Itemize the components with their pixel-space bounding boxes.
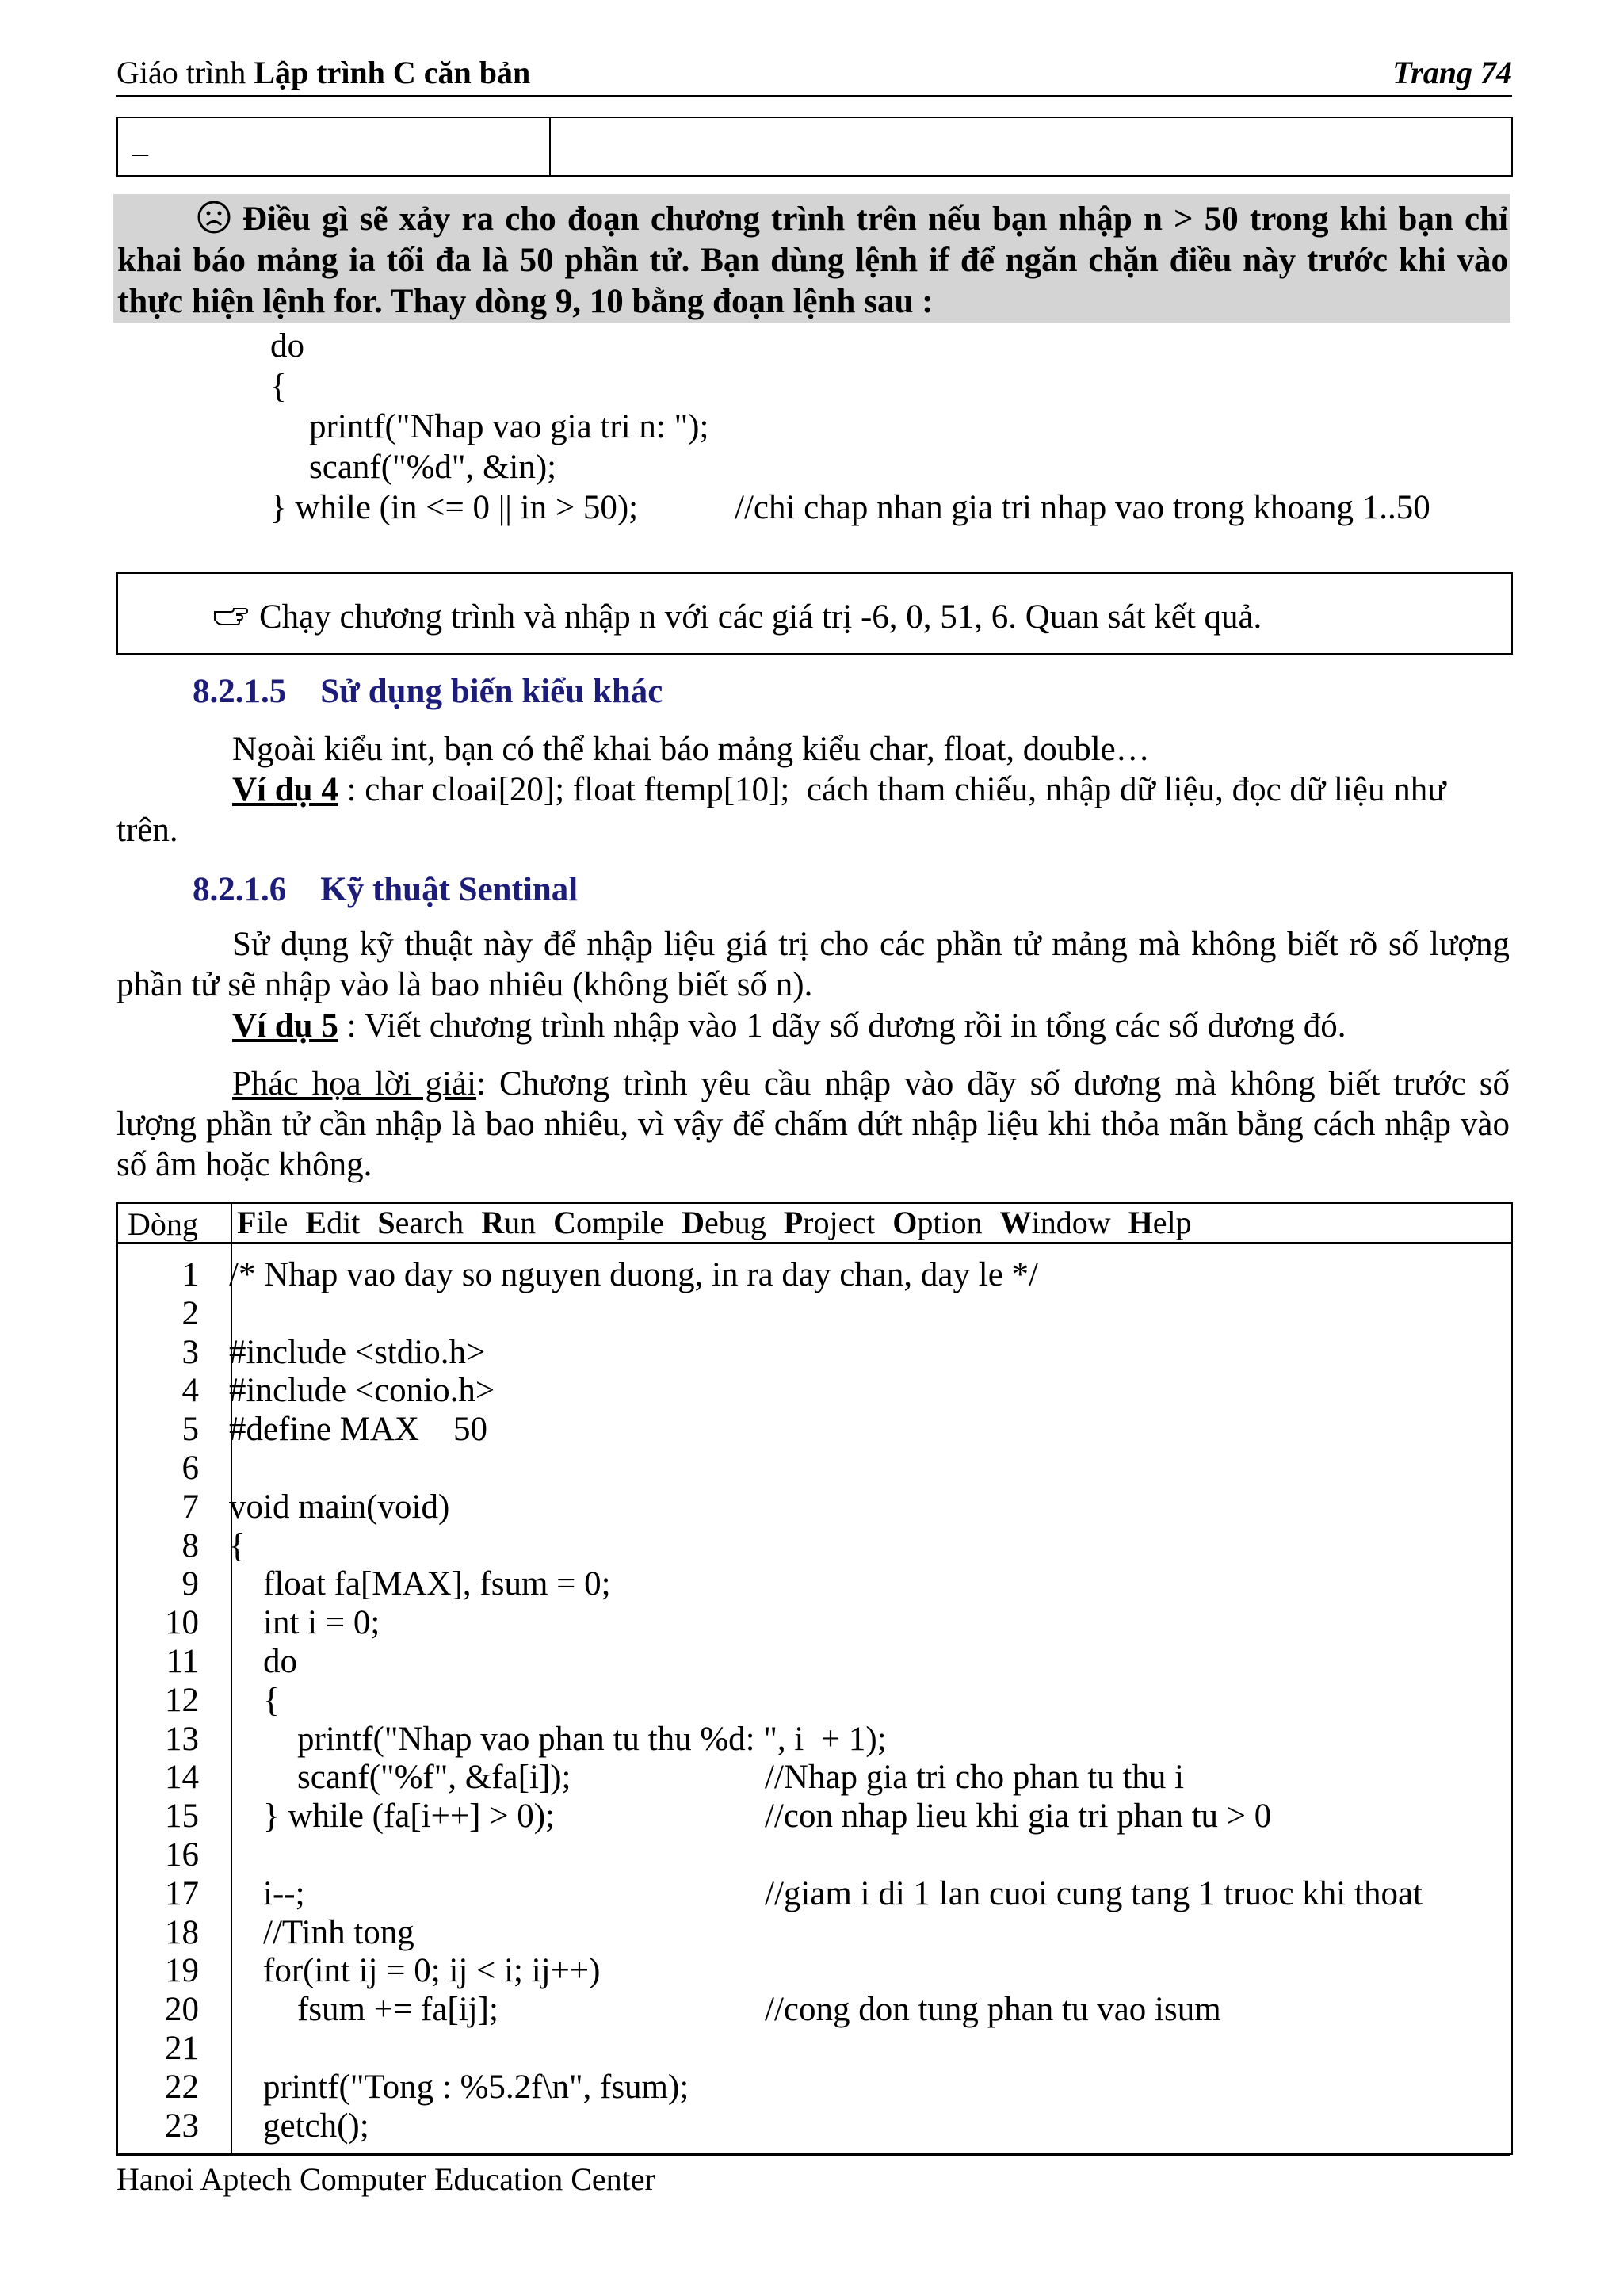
warning-box	[113, 194, 1510, 323]
menu-item-project[interactable]: Project	[783, 1205, 876, 1240]
line-number: 15	[165, 1797, 199, 1836]
code-line: /* Nhap vao day so nguyen duong, in ra day chan, day le */	[229, 1256, 1038, 1293]
sketch-text: : Chương trình yêu cầu nhập vào dãy số dương mà không biết trước số lượng phần tử cần nhập là bao nhiêu, vì vậy để chấm dứt nhập liệu khi thỏa mãn bằng cách nhập vào số âm hoặc không.	[116, 1065, 1510, 1183]
snippet-comment: //chi chap nhan gia tri nhap vao trong khoang 1..50	[735, 489, 1430, 526]
code-line: {	[229, 1681, 280, 1719]
document-title-bold: Lập trình C căn bản	[254, 55, 531, 90]
note-box	[116, 572, 1513, 655]
line-numbers	[118, 1256, 199, 2145]
line-number: 4	[181, 1372, 199, 1410]
code-line	[229, 2030, 1038, 2069]
line-number: 13	[165, 1720, 199, 1758]
code-line: #include <stdio.h>	[229, 1333, 486, 1371]
page-number: Trang 74	[1392, 55, 1512, 90]
line-number: 19	[165, 1952, 199, 1990]
paragraph: Sử dụng kỹ thuật này để nhập liệu giá trị cho các phần tử mảng mà không biết rõ số lượng phần tử sẽ nhập vào là bao nhiêu (không biết số n).	[116, 926, 1510, 1003]
warning-text-block	[117, 199, 1508, 323]
line-number: 10	[165, 1604, 199, 1642]
menu-item-edit[interactable]: Edit	[305, 1205, 361, 1240]
snippet-line: {	[270, 368, 287, 405]
section-heading	[193, 672, 663, 711]
code-line	[229, 1450, 1038, 1488]
line-number: 16	[165, 1836, 199, 1874]
code-line	[229, 1836, 1038, 1875]
line-number: 6	[181, 1449, 199, 1487]
line-number: 3	[181, 1333, 199, 1371]
code-line: {	[229, 1526, 246, 1564]
line-number: 8	[181, 1526, 199, 1564]
line-number: 20	[165, 1991, 199, 2029]
code-line: scanf("%f", &fa[i]); //Nhap gia tri cho phan tu thu i	[229, 1759, 1185, 1797]
footer-text: Hanoi Aptech Computer Education Center	[116, 2161, 655, 2197]
menu-items	[231, 1204, 1209, 1242]
line-number: 18	[165, 1913, 199, 1951]
code-source	[229, 1256, 1423, 2145]
example-label: Ví dụ 4	[232, 771, 338, 808]
code-line: printf("Nhap vao phan tu thu %d: ", i + 1);	[229, 1720, 887, 1758]
code-line: #include <conio.h>	[229, 1372, 495, 1410]
code-line: printf("Tong : %5.2f\n", fsum);	[229, 2068, 689, 2106]
section-title: Kỹ thuật Sentinal	[320, 871, 579, 908]
line-number: 2	[181, 1294, 199, 1332]
section-heading	[193, 870, 578, 909]
line-number: 9	[181, 1565, 199, 1603]
pointing-hand-icon	[213, 596, 248, 620]
code-line: void main(void)	[229, 1488, 450, 1526]
snippet-line: printf("Nhap vao gia tri n: ");	[309, 408, 709, 445]
sketch-paragraph	[116, 1064, 1510, 1185]
example-line	[232, 770, 1446, 810]
menu-item-option[interactable]: Option	[892, 1205, 983, 1240]
menu-bar	[118, 1204, 1511, 1244]
warning-text: Điều gì sẽ xảy ra cho đoạn chương trình trên nếu bạn nhập n > 50 trong khi bạn chỉ khai báo mảng ia tối đa là 50 phần tử. Bạn dùng lệnh if để ngăn chặn điều này trước khi vào thực hiện lệnh for. Thay dòng 9, 10 bằng đoạn lệnh sau :	[117, 201, 1508, 320]
table-cell	[118, 118, 551, 175]
code-line: for(int ij = 0; ij < i; ij++)	[229, 1952, 601, 1990]
line-number: 11	[166, 1642, 199, 1680]
example-text: : Viết chương trình nhập vào 1 dãy số dương rồi in tổng các số dương đó.	[338, 1007, 1346, 1045]
code-line: } while (fa[i++] > 0); //con nhap lieu khi gia tri phan tu > 0	[229, 1797, 1272, 1836]
section-number: 8.2.1.5	[193, 673, 287, 710]
line-number: 17	[165, 1874, 199, 1912]
section-title: Sử dụng biến kiểu khác	[320, 673, 663, 710]
code-comment: //Nhap gia tri cho phan tu thu i	[765, 1759, 1185, 1797]
table-cell-text: _	[132, 124, 148, 159]
line-number: 22	[165, 2068, 199, 2106]
line-number: 14	[165, 1759, 199, 1797]
menu-item-help[interactable]: Help	[1128, 1205, 1192, 1240]
menu-item-file[interactable]: File	[237, 1205, 288, 1240]
paragraph-cont: trên.	[116, 812, 178, 849]
line-number: 1	[181, 1256, 199, 1293]
menu-item-search[interactable]: Search	[377, 1205, 464, 1240]
line-number: 7	[181, 1488, 199, 1526]
menu-item-compile[interactable]: Compile	[553, 1205, 665, 1240]
menu-item-debug[interactable]: Debug	[682, 1205, 766, 1240]
section-number: 8.2.1.6	[193, 871, 287, 908]
code-line	[229, 1295, 1038, 1334]
code-line: float fa[MAX], fsum = 0;	[229, 1565, 611, 1603]
line-column-header: Dòng	[128, 1206, 198, 1242]
line-number: 5	[181, 1411, 199, 1449]
code-comment: //con nhap lieu khi gia tri phan tu > 0	[765, 1797, 1272, 1836]
code-line: fsum += fa[ij]; //cong don tung phan tu vao isum	[229, 1991, 1221, 2029]
paragraph: Ngoài kiểu int, bạn có thể khai báo mảng kiểu char, float, double…	[232, 731, 1150, 768]
code-line: int i = 0;	[229, 1604, 380, 1642]
sketch-label: Phác họa lời giải	[232, 1065, 477, 1102]
menu-item-run[interactable]: Run	[481, 1205, 537, 1240]
snippet-line: } while (in <= 0 || in > 50);	[270, 489, 639, 526]
code-comment: //giam i di 1 lan cuoi cung tang 1 truoc khi thoat	[765, 1874, 1423, 1912]
page-footer	[116, 2154, 1510, 2197]
line-number: 23	[165, 2107, 199, 2145]
line-number: 21	[165, 2029, 199, 2067]
line-number: 12	[165, 1681, 199, 1719]
snippet-line: do	[270, 327, 304, 365]
page-header	[116, 49, 1512, 97]
example-line	[232, 1007, 1346, 1046]
example-label: Ví dụ 5	[232, 1007, 338, 1045]
snippet-line: scanf("%d", &in);	[309, 449, 557, 486]
table-remnant	[116, 117, 1513, 177]
code-comment: //cong don tung phan tu vao isum	[765, 1991, 1221, 2029]
code-table	[116, 1202, 1513, 2155]
frown-face-icon	[197, 200, 231, 235]
code-line: i--; //giam i di 1 lan cuoi cung tang 1 truoc khi thoat	[229, 1874, 1423, 1912]
code-line: do	[229, 1642, 297, 1680]
document-title: Giáo trình Lập trình C căn bản	[116, 55, 531, 90]
note-text: Chạy chương trình và nhập n với các giá trị -6, 0, 51, 6. Quan sát kết quả.	[259, 598, 1262, 636]
menu-item-window[interactable]: Window	[999, 1205, 1111, 1240]
example-text: : char cloai[20]; float ftemp[10]; cách tham chiếu, nhập dữ liệu, đọc dữ liệu như	[338, 771, 1446, 808]
code-line: #define MAX 50	[229, 1411, 488, 1449]
code-line: getch();	[229, 2107, 369, 2145]
code-line: //Tinh tong	[229, 1913, 414, 1951]
